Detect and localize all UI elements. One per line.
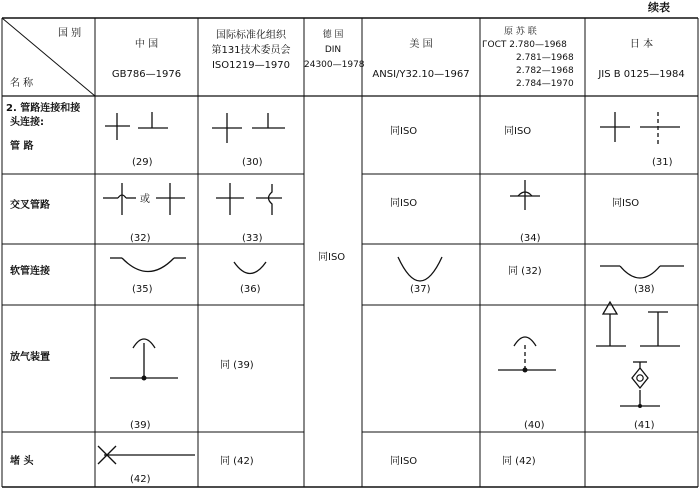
figure-number-35: (35) — [132, 284, 153, 295]
corner-name-label: 名 称 — [10, 78, 34, 89]
row-name-plug: 堵 头 — [10, 456, 34, 467]
header-iso: 国际标准化组织 第131技术委员会 ISO1219—1970 — [211, 30, 291, 71]
same-as-iso-text: 同ISO — [504, 126, 532, 137]
same-as-iso-text: 同ISO — [612, 198, 640, 209]
din-same-as-iso: 同ISO — [318, 252, 346, 263]
figure-number-39: (39) — [130, 420, 151, 431]
corner-country-label: 国 别 — [58, 28, 82, 39]
same-as-32-text: 同 (32) — [508, 266, 542, 277]
or-text: 或 — [140, 194, 150, 205]
same-as-42-text: 同 (42) — [220, 456, 254, 467]
figure-number-34: (34) — [520, 233, 541, 244]
figure-number-42: (42) — [130, 474, 151, 485]
figure-number-36: (36) — [240, 284, 261, 295]
same-as-iso-text: 同ISO — [390, 126, 418, 137]
figure-number-29: (29) — [132, 157, 153, 168]
same-as-iso-text: 同ISO — [390, 198, 418, 209]
figure-number-33: (33) — [242, 233, 263, 244]
header-usa: 美 国 ANSI/Y32.10—1967 — [372, 39, 470, 80]
row-name-hose: 软管连接 — [10, 266, 50, 277]
figure-number-37: (37) — [410, 284, 431, 295]
figure-number-40: (40) — [524, 420, 545, 431]
header-japan: 日 本 JIS B 0125—1984 — [598, 39, 685, 80]
row-name-air-bleed: 放气装置 — [10, 352, 50, 363]
pipe-symbols — [98, 112, 684, 464]
same-as-42-text: 同 (42) — [502, 456, 536, 467]
figure-number-32: (32) — [130, 233, 151, 244]
header-china: 中 国 GB786—1976 — [111, 39, 182, 80]
same-as-39-text: 同 (39) — [220, 360, 254, 371]
header-germany: 德 国 DIN 24300—1978 — [304, 30, 365, 70]
figure-number-38: (38) — [634, 284, 655, 295]
same-as-iso-text: 同ISO — [390, 456, 418, 467]
figure-number-31: (31) — [652, 157, 673, 168]
continued-label: 续表 — [648, 1, 670, 14]
figure-number-30: (30) — [242, 157, 263, 168]
row-name-pipe: 2. 管路连接和接 头连接: 管 路 — [6, 103, 81, 152]
row-name-crossing: 交叉管路 — [10, 200, 50, 211]
figure-number-41: (41) — [634, 420, 655, 431]
header-ussr: 原 苏 联 ГОСТ 2.780—1968 2.781—1968 2.782—1968 2.784—1970 — [482, 27, 574, 89]
